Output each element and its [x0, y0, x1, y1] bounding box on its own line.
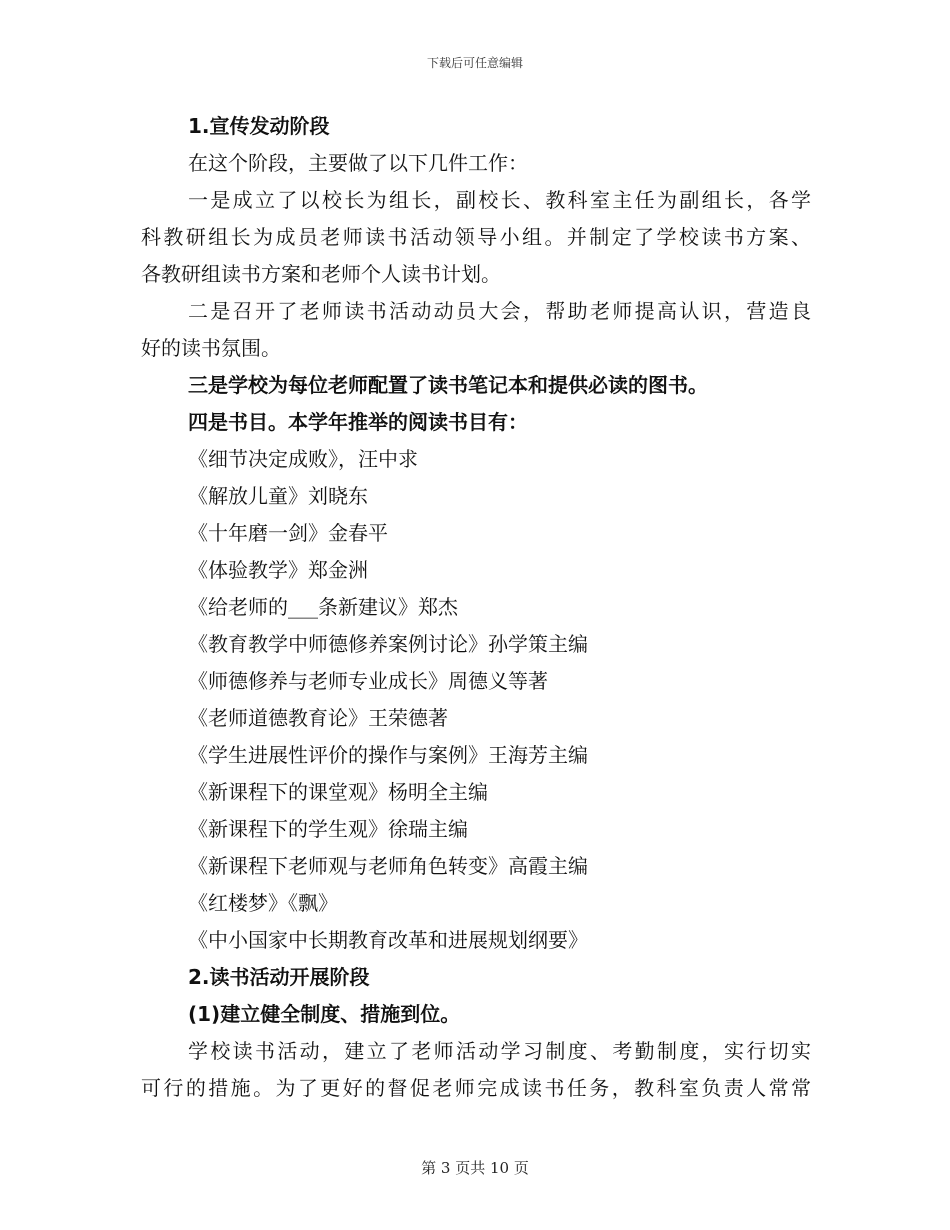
book-list-item: 《细节决定成败》，汪中求 — [188, 447, 418, 471]
book-list-item: 《老师道德教育论》王荣德著 — [188, 706, 448, 730]
book-list-item: 《体验教学》郑金洲 — [188, 558, 368, 582]
book-list-item: 《新课程下的学生观》徐瑞主编 — [188, 817, 468, 841]
book-list-item: 《学生进展性评价的操作与案例》王海芳主编 — [188, 743, 588, 767]
document-body — [141, 108, 811, 1107]
book-list-item: 《给老师的___条新建议》郑杰 — [188, 595, 458, 619]
book-list-item: 《红楼梦》《飘》 — [188, 891, 338, 915]
paragraph-line: 好的读书氛围。 — [141, 336, 281, 360]
book-list-item: 《中小国家中长期教育改革和进展规划纲要》 — [188, 928, 588, 952]
book-list-item: 《解放儿童》刘晓东 — [188, 484, 368, 508]
book-list-item: 《新课程下的课堂观》杨明全主编 — [188, 780, 488, 804]
paragraph-line: 各教研组读书方案和老师个人读书计划。 — [141, 262, 501, 286]
bold-paragraph: 四是书目。本学年推举的阅读书目有： — [188, 410, 528, 434]
paragraph-line: 一是成立了以校长为组长，副校长、教科室主任为副组长，各学 — [188, 188, 811, 212]
bold-paragraph: 三是学校为每位老师配置了读书笔记本和提供必读的图书。 — [188, 373, 708, 397]
book-list-item: 《教育教学中师德修养案例讨论》孙学策主编 — [188, 632, 588, 656]
paragraph-line: 可行的措施。为了更好的督促老师完成读书任务，教科室负责人常常 — [141, 1076, 811, 1100]
book-list-item: 《师德修养与老师专业成长》周德义等著 — [188, 669, 548, 693]
subsection-heading: (1)建立健全制度、措施到位。 — [188, 1002, 461, 1026]
header-note: 下载后可任意编辑 — [426, 56, 523, 70]
intro-paragraph: 在这个阶段，主要做了以下几件工作： — [188, 151, 528, 175]
book-list — [141, 441, 811, 959]
paragraph-line: 学校读书活动，建立了老师活动学习制度、考勤制度，实行切实 — [188, 1039, 811, 1063]
section-heading-2: 2.读书活动开展阶段 — [188, 965, 370, 989]
page-number: 第 3 页共 10 页 — [421, 1159, 529, 1177]
book-list-item: 《十年磨一剑》金春平 — [188, 521, 388, 545]
paragraph-line: 科教研组长为成员老师读书活动领导小组。并制定了学校读书方案、 — [141, 225, 811, 249]
paragraph-line: 二是召开了老师读书活动动员大会，帮助老师提高认识，营造良 — [188, 299, 811, 323]
section-heading-1: 1.宣传发动阶段 — [188, 114, 330, 138]
book-list-item: 《新课程下老师观与老师角色转变》高霞主编 — [188, 854, 588, 878]
